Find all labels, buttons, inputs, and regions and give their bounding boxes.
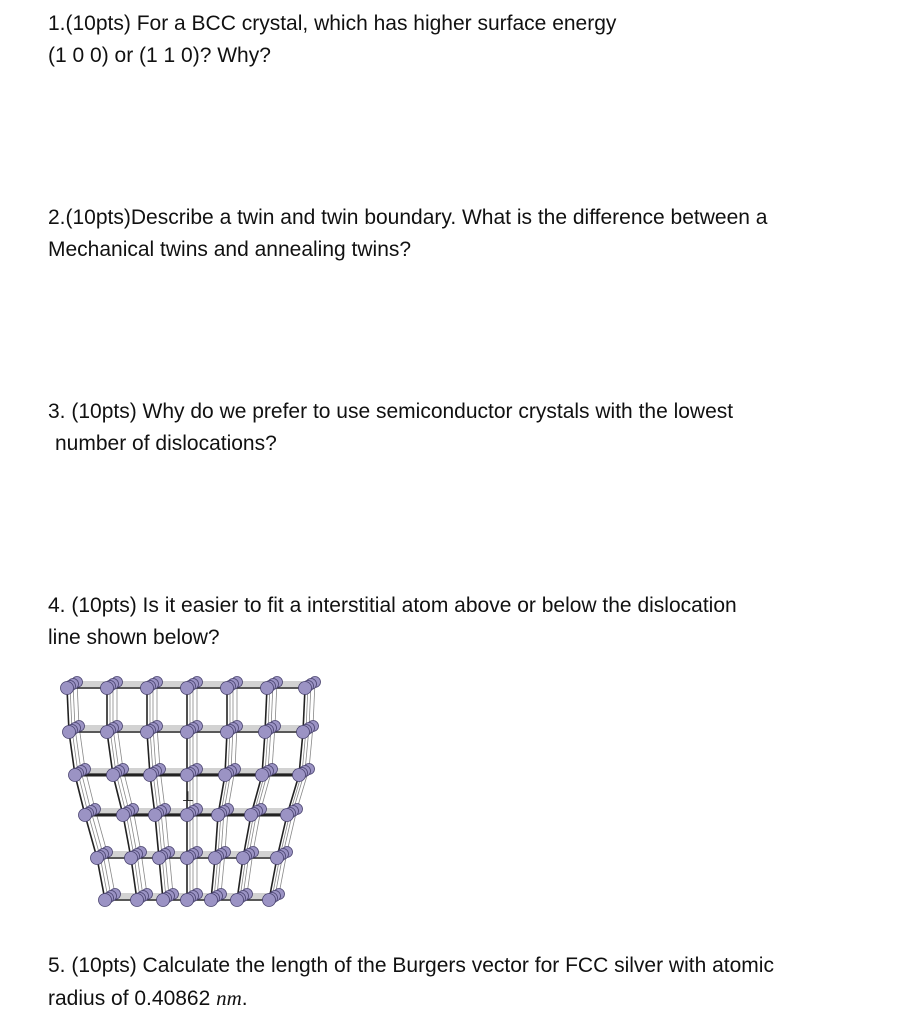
question-2-line-2: Mechanical twins and annealing twins? xyxy=(48,238,412,261)
question-5-line-2 xyxy=(48,982,888,1015)
question-5-line-1: 5. (10pts) Calculate the length of the Burgers vector for FCC silver with atomic xyxy=(48,954,774,977)
atom xyxy=(256,769,269,782)
atom xyxy=(181,894,194,907)
atom xyxy=(181,809,194,822)
question-1-line-2: (1 0 0) or (1 1 0)? Why? xyxy=(48,44,271,67)
unit-nm: nm xyxy=(216,986,242,1010)
atom xyxy=(63,726,76,739)
dislocation-symbol: ⊥ xyxy=(181,789,195,805)
atom xyxy=(131,894,144,907)
atom xyxy=(125,852,138,865)
question-5 xyxy=(48,950,888,1015)
atom xyxy=(141,726,154,739)
question-1 xyxy=(48,8,888,72)
question-5-line-2-text: radius of 0.40862 xyxy=(48,987,217,1010)
atom xyxy=(231,894,244,907)
atom xyxy=(144,769,157,782)
question-4-line-2: line shown below? xyxy=(48,626,220,649)
atom xyxy=(259,726,272,739)
atom xyxy=(221,726,234,739)
question-5-end: . xyxy=(241,987,248,1010)
atom xyxy=(107,769,120,782)
vertical-bond xyxy=(129,811,137,854)
atom xyxy=(117,809,130,822)
atom xyxy=(149,809,162,822)
atom xyxy=(263,894,276,907)
atom xyxy=(101,726,114,739)
atom xyxy=(99,894,112,907)
question-3-line-1: 3. (10pts) Why do we prefer to use semiconductor crystals with the lowest xyxy=(48,400,734,423)
atom xyxy=(157,894,170,907)
atom xyxy=(245,809,258,822)
atom xyxy=(237,852,250,865)
atom xyxy=(141,682,154,695)
atom xyxy=(212,809,225,822)
atom xyxy=(219,769,232,782)
atom xyxy=(205,894,218,907)
atom xyxy=(101,682,114,695)
edge-dislocation-lattice-figure xyxy=(55,670,340,920)
atom xyxy=(181,726,194,739)
atom xyxy=(91,852,104,865)
atom xyxy=(293,769,306,782)
atom xyxy=(209,852,222,865)
atom xyxy=(79,809,92,822)
question-3 xyxy=(48,396,888,460)
vertical-bond xyxy=(103,854,111,896)
atom xyxy=(271,852,284,865)
atom xyxy=(261,682,274,695)
atom xyxy=(61,682,74,695)
question-4 xyxy=(48,590,888,654)
atom xyxy=(181,852,194,865)
atom xyxy=(181,769,194,782)
question-2 xyxy=(48,202,888,266)
question-4-line-1: 4. (10pts) Is it easier to fit a interstitial atom above or below the dislocation xyxy=(48,594,737,617)
question-1-line-1: 1.(10pts) For a BCC crystal, which has higher surface energy xyxy=(48,12,617,35)
atom xyxy=(299,682,312,695)
atom xyxy=(153,852,166,865)
question-3-line-2: number of dislocations? xyxy=(55,432,277,455)
atom xyxy=(281,809,294,822)
atom xyxy=(297,726,310,739)
atom xyxy=(221,682,234,695)
atom xyxy=(181,682,194,695)
atom xyxy=(69,769,82,782)
question-2-line-1: 2.(10pts)Describe a twin and twin boundary. What is the difference between a xyxy=(48,206,768,229)
